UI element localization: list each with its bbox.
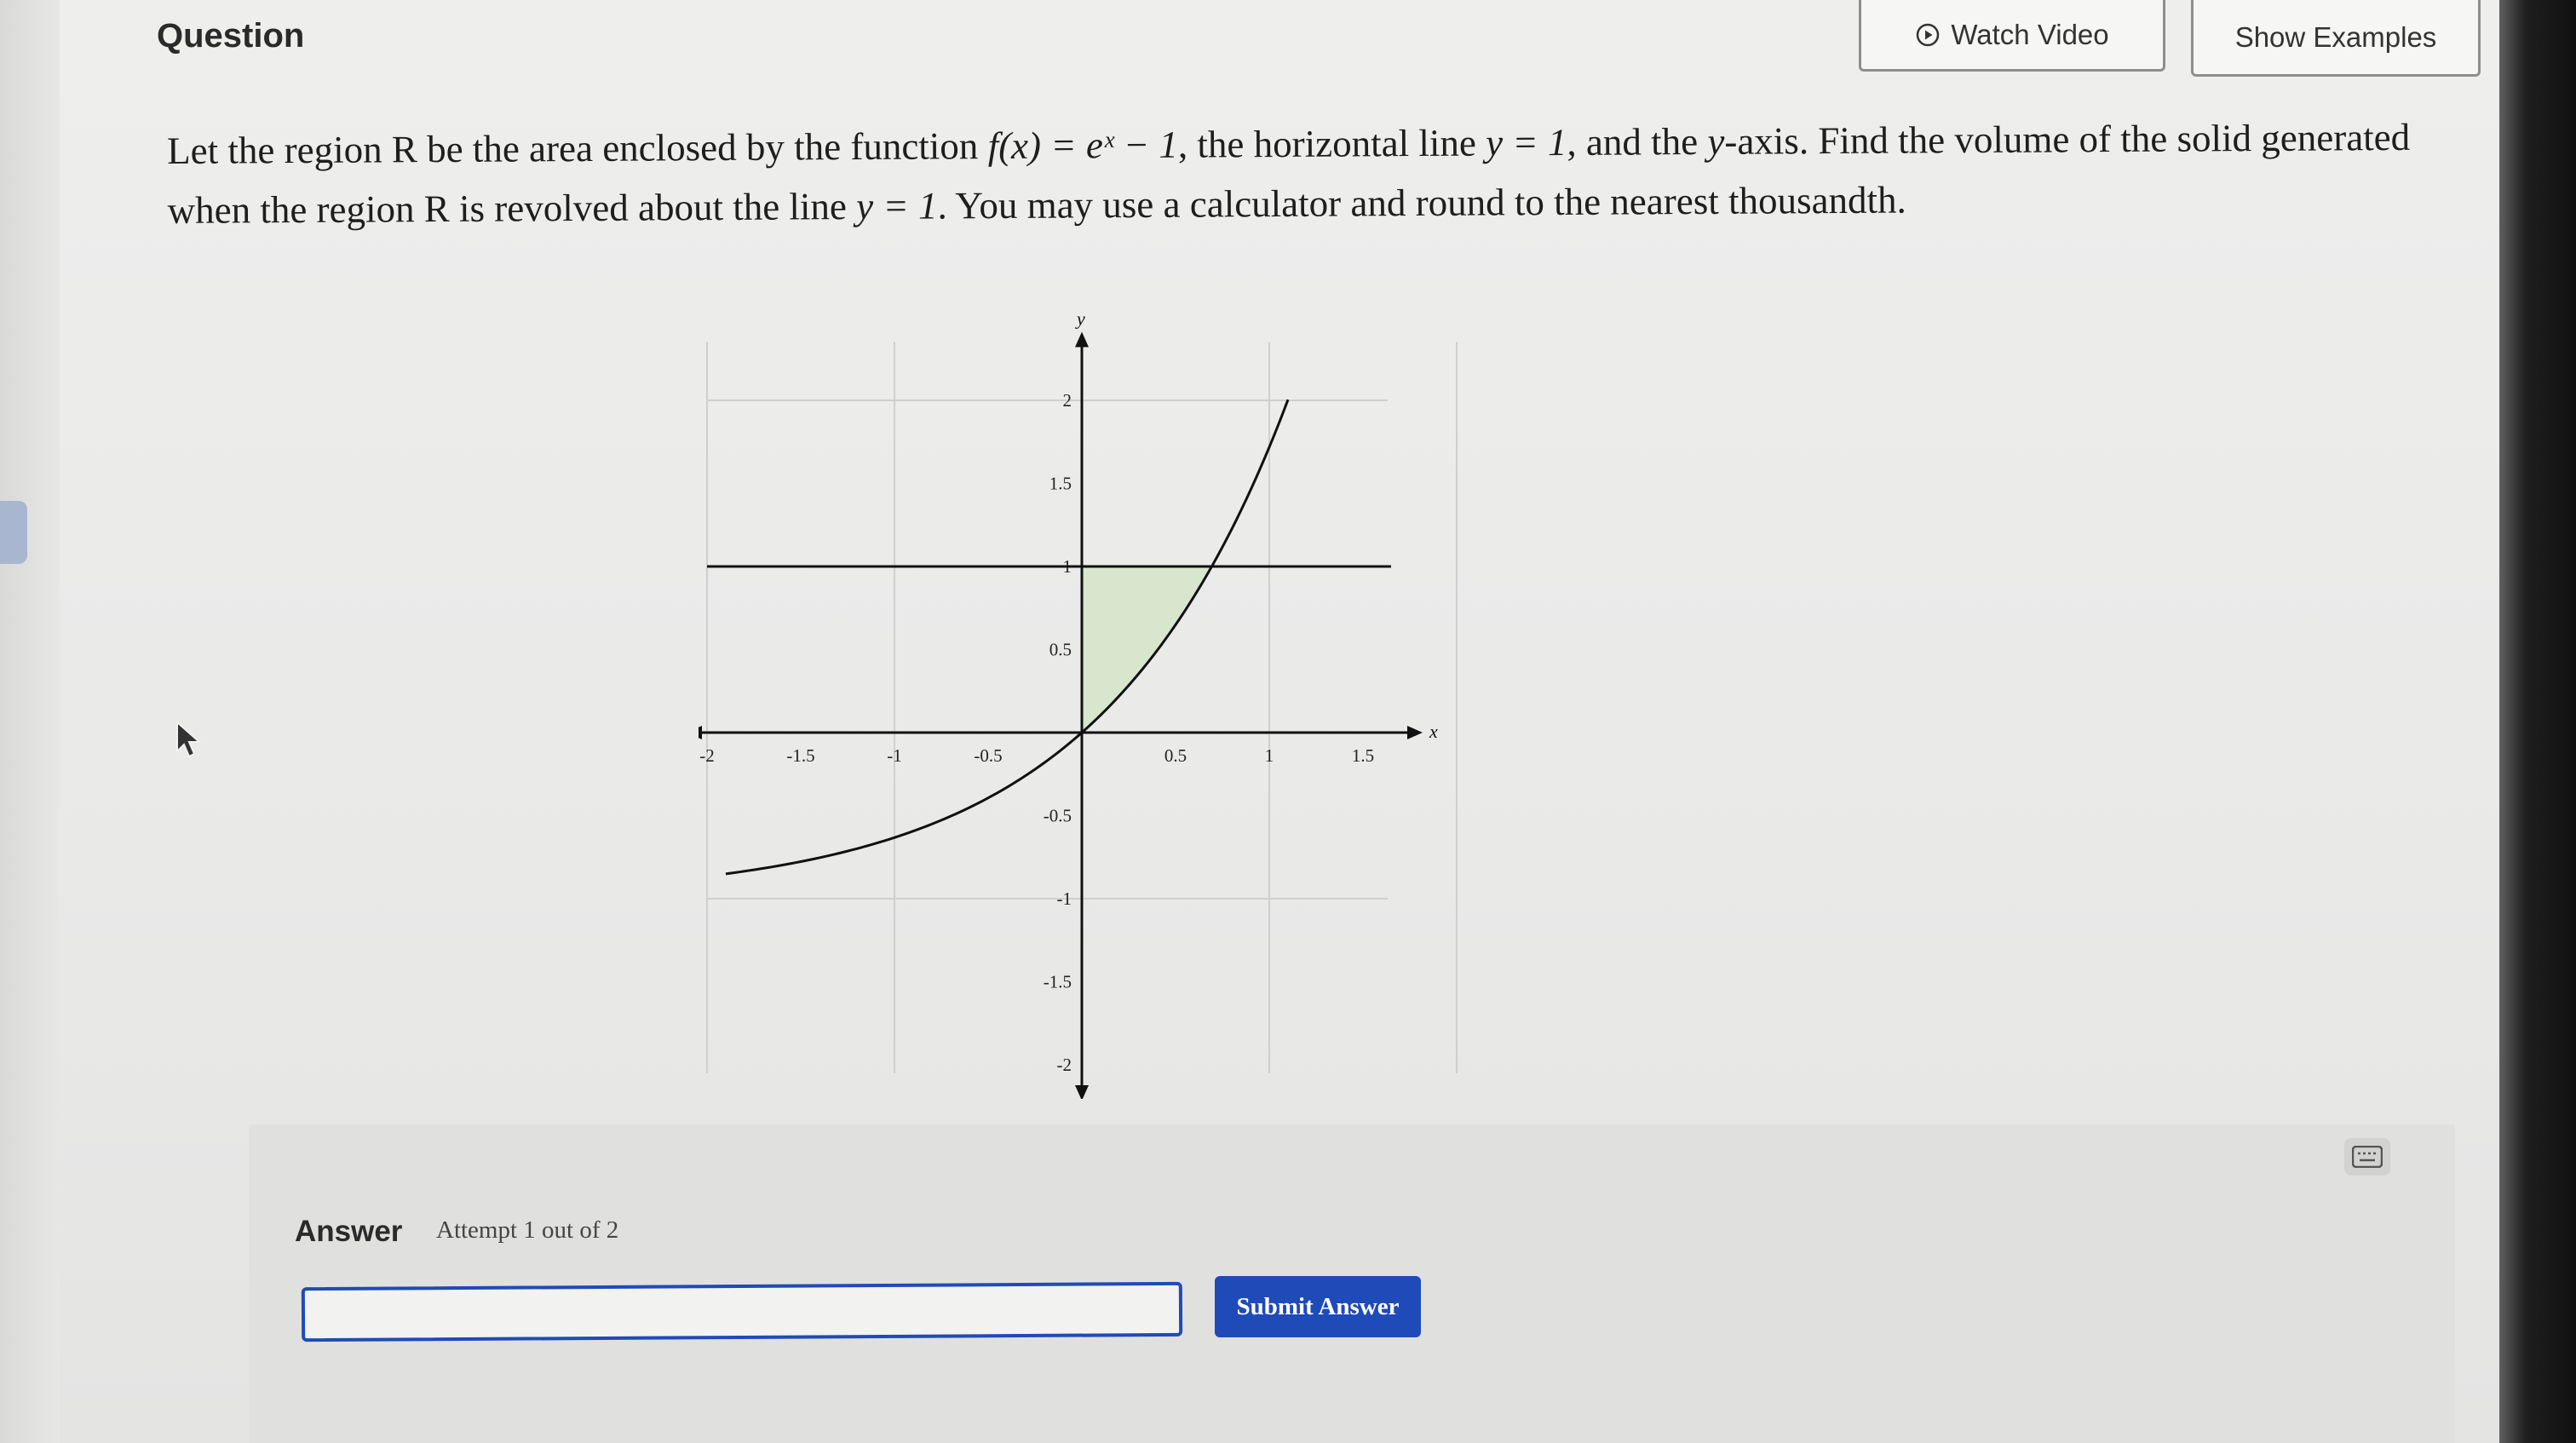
revolution-line-expression: y = 1 [856, 184, 938, 228]
problem-text-5: . You may use a calculator and round to the nearest thousandth. [937, 178, 1906, 227]
axis-variable: y [1707, 119, 1725, 163]
problem-text-4: -axis. Find the volume of the solid generated when the region R is revolved about the line [167, 115, 2411, 232]
y-axis-arrow-up [1075, 332, 1089, 348]
y-tick-label: 1.5 [1049, 473, 1072, 494]
submit-answer-button[interactable]: Submit Answer [1215, 1276, 1421, 1337]
play-circle-icon [1915, 22, 1941, 48]
x-tick-label: -0.5 [974, 745, 1003, 766]
answer-label: Answer [295, 1215, 403, 1248]
shaded-region-R [1082, 566, 1211, 733]
side-panel-tab[interactable] [0, 501, 27, 564]
y-tick-label: -1.5 [1043, 971, 1072, 992]
watch-video-button[interactable] [1859, 0, 2165, 72]
x-axis-label: x [1429, 721, 1438, 742]
y-tick-label: -2 [1056, 1055, 1072, 1075]
screen-right-bezel [2499, 0, 2576, 1443]
answer-input[interactable] [302, 1282, 1182, 1342]
y-tick-label: -1 [1056, 888, 1072, 909]
y-axis-arrow-down [1075, 1085, 1089, 1099]
y-tick-label: 1 [1062, 556, 1072, 577]
x-tick-label: -1.5 [786, 745, 815, 766]
keyboard-icon [2352, 1146, 2383, 1168]
horizontal-line-expression: y = 1 [1485, 120, 1567, 164]
curve-exp-minus-one [726, 400, 1288, 874]
keyboard-button[interactable] [2344, 1138, 2390, 1176]
problem-text-1: Let the region R be the area enclosed by the function [167, 124, 988, 172]
function-expression: f(x) = eˣ − 1 [987, 123, 1179, 168]
x-axis-arrow-left [699, 726, 702, 739]
problem-text-2: , the horizontal line [1177, 121, 1486, 166]
attempt-counter: Attempt 1 out of 2 [436, 1216, 619, 1244]
x-tick-label: -1 [887, 745, 902, 766]
x-tick-label: -2 [699, 745, 715, 766]
function-graph [699, 290, 1491, 1099]
watch-video-label: Watch Video [1951, 18, 2109, 50]
x-tick-label: 1.5 [1351, 745, 1375, 766]
problem-statement [167, 106, 2502, 240]
mouse-pointer-icon [175, 721, 203, 758]
y-axis-label: y [1077, 308, 1085, 330]
show-examples-label: Show Examples [2234, 20, 2437, 53]
y-tick-label: 0.5 [1049, 639, 1072, 660]
x-tick-label: 0.5 [1164, 745, 1187, 766]
x-axis-arrow-right [1407, 726, 1423, 739]
screen-left-edge [0, 0, 60, 1443]
x-tick-label: 1 [1264, 745, 1274, 766]
show-examples-button[interactable] [2191, 0, 2481, 77]
y-tick-label: -0.5 [1043, 805, 1072, 826]
problem-text-3: , and the [1567, 119, 1708, 164]
question-heading: Question [157, 17, 305, 55]
y-tick-label: 2 [1062, 390, 1072, 411]
